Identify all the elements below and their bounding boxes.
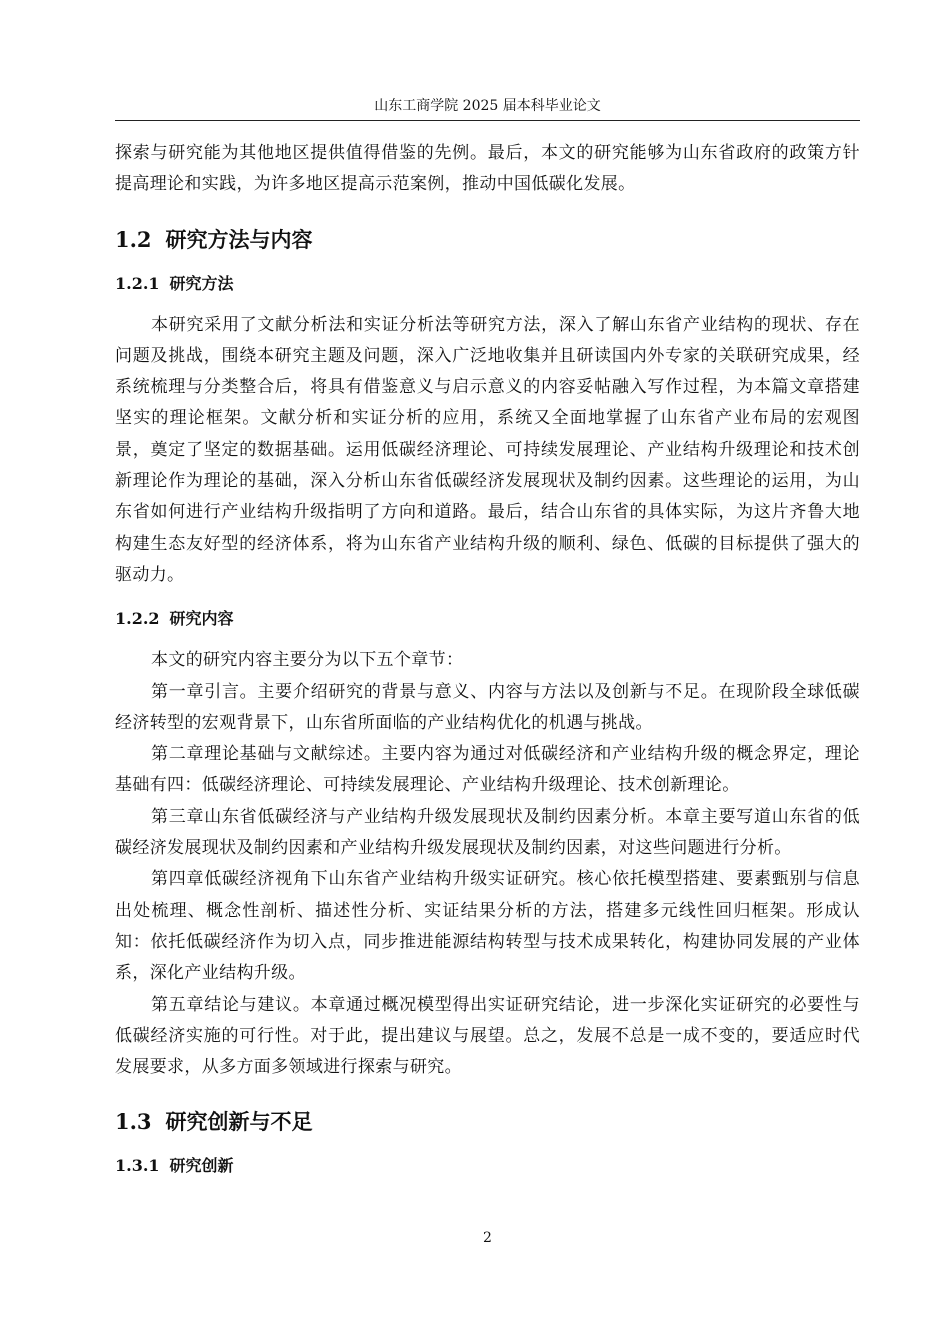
section-heading-1-2 bbox=[115, 225, 860, 255]
methods-paragraph: 本研究采用了文献分析法和实证分析法等研究方法，深入了解山东省产业结构的现状、存在问题及挑战，围绕本研究主题及问题，深入广泛地收集并且研读国内外专家的关联研究成果，经系统梳理与分类整合后，将具有借鉴意义与启示意义的内容妥帖融入写作过程，为本篇文章搭建坚实的理论框架。文献分析和实证分析的应用，系统又全面地掌握了山东省产业布局的宏观图景，奠定了坚定的数据基础。运用低碳经济理论、可持续发展理论、产业结构升级理论和技术创新理论作为理论的基础，深入分析山东省低碳经济发展现状及制约因素。这些理论的运用，为山东省如何进行产业结构升级指明了方向和道路。最后，结合山东省的具体实际，为这片齐鲁大地构建生态友好型的经济体系，将为山东省产业结构升级的顺利、绿色、低碳的目标提供了强大的驱动力。 bbox=[115, 314, 860, 585]
subsection-heading-1-3-1 bbox=[115, 1154, 860, 1178]
intro-paragraph: 探索与研究能为其他地区提供值得借鉴的先例。最后，本文的研究能够为山东省政府的政策方针提高理论和实践，为许多地区提高示范案例，推动中国低碳化发展。 bbox=[115, 143, 860, 195]
subsection-heading-1-2-1 bbox=[115, 272, 860, 296]
subsection-title: 研究方法 bbox=[169, 273, 234, 293]
section-number: 1.2 bbox=[115, 226, 152, 252]
subsection-title: 研究创新 bbox=[169, 1156, 234, 1176]
running-header: 山东工商学院 2025 届本科毕业论文 bbox=[374, 98, 601, 114]
content-paragraph-chapter-1: 第一章引言。主要介绍研究的背景与意义、内容与方法以及创新与不足。在现阶段全球低碳经济转型的宏观背景下，山东省所面临的产业结构优化的机遇与挑战。 bbox=[115, 681, 860, 733]
subsection-number: 1.3.1 bbox=[115, 1156, 160, 1176]
section-title: 研究创新与不足 bbox=[165, 1109, 313, 1135]
subsection-number: 1.2.2 bbox=[115, 609, 160, 629]
page-number: 2 bbox=[483, 1230, 492, 1246]
section-heading-1-3 bbox=[115, 1107, 860, 1137]
content-paragraph-chapter-5: 第五章结论与建议。本章通过概况模型得出实证研究结论，进一步深化实证研究的必要性与低碳经济实施的可行性。对于此，提出建议与展望。总之，发展不总是一成不变的，要适应时代发展要求，从多方面多领域进行探索与研究。 bbox=[115, 994, 860, 1078]
header-divider bbox=[115, 120, 860, 121]
section-title: 研究方法与内容 bbox=[165, 226, 313, 252]
subsection-heading-1-2-2 bbox=[115, 607, 860, 631]
content-paragraph-chapter-3: 第三章山东省低碳经济与产业结构升级发展现状及制约因素分析。本章主要写道山东省的低碳经济发展现状及制约因素和产业结构升级发展现状及制约因素，对这些问题进行分析。 bbox=[115, 806, 860, 859]
content-paragraph-chapter-2: 第二章理论基础与文献综述。主要内容为通过对低碳经济和产业结构升级的概念界定，理论基础有四：低碳经济理论、可持续发展理论、产业结构升级理论、技术创新理论。 bbox=[115, 744, 860, 796]
subsection-title: 研究内容 bbox=[169, 609, 234, 629]
section-number: 1.3 bbox=[115, 1109, 152, 1135]
content-paragraph-chapter-4: 第四章低碳经济视角下山东省产业结构升级实证研究。核心依托模型搭建、要素甄别与信息出处梳理、概念性剖析、描述性分析、实证结果分析的方法，搭建多元线性回归框架。形成认知：依托低碳经济作为切入点，同步推进能源结构转型与技术成果转化，构建协同发展的产业体系，深化产业结构升级。 bbox=[115, 869, 860, 984]
subsection-number: 1.2.1 bbox=[115, 273, 160, 293]
content-paragraph-overview: 本文的研究内容主要分为以下五个章节： bbox=[151, 650, 464, 671]
page-body bbox=[115, 138, 860, 1178]
